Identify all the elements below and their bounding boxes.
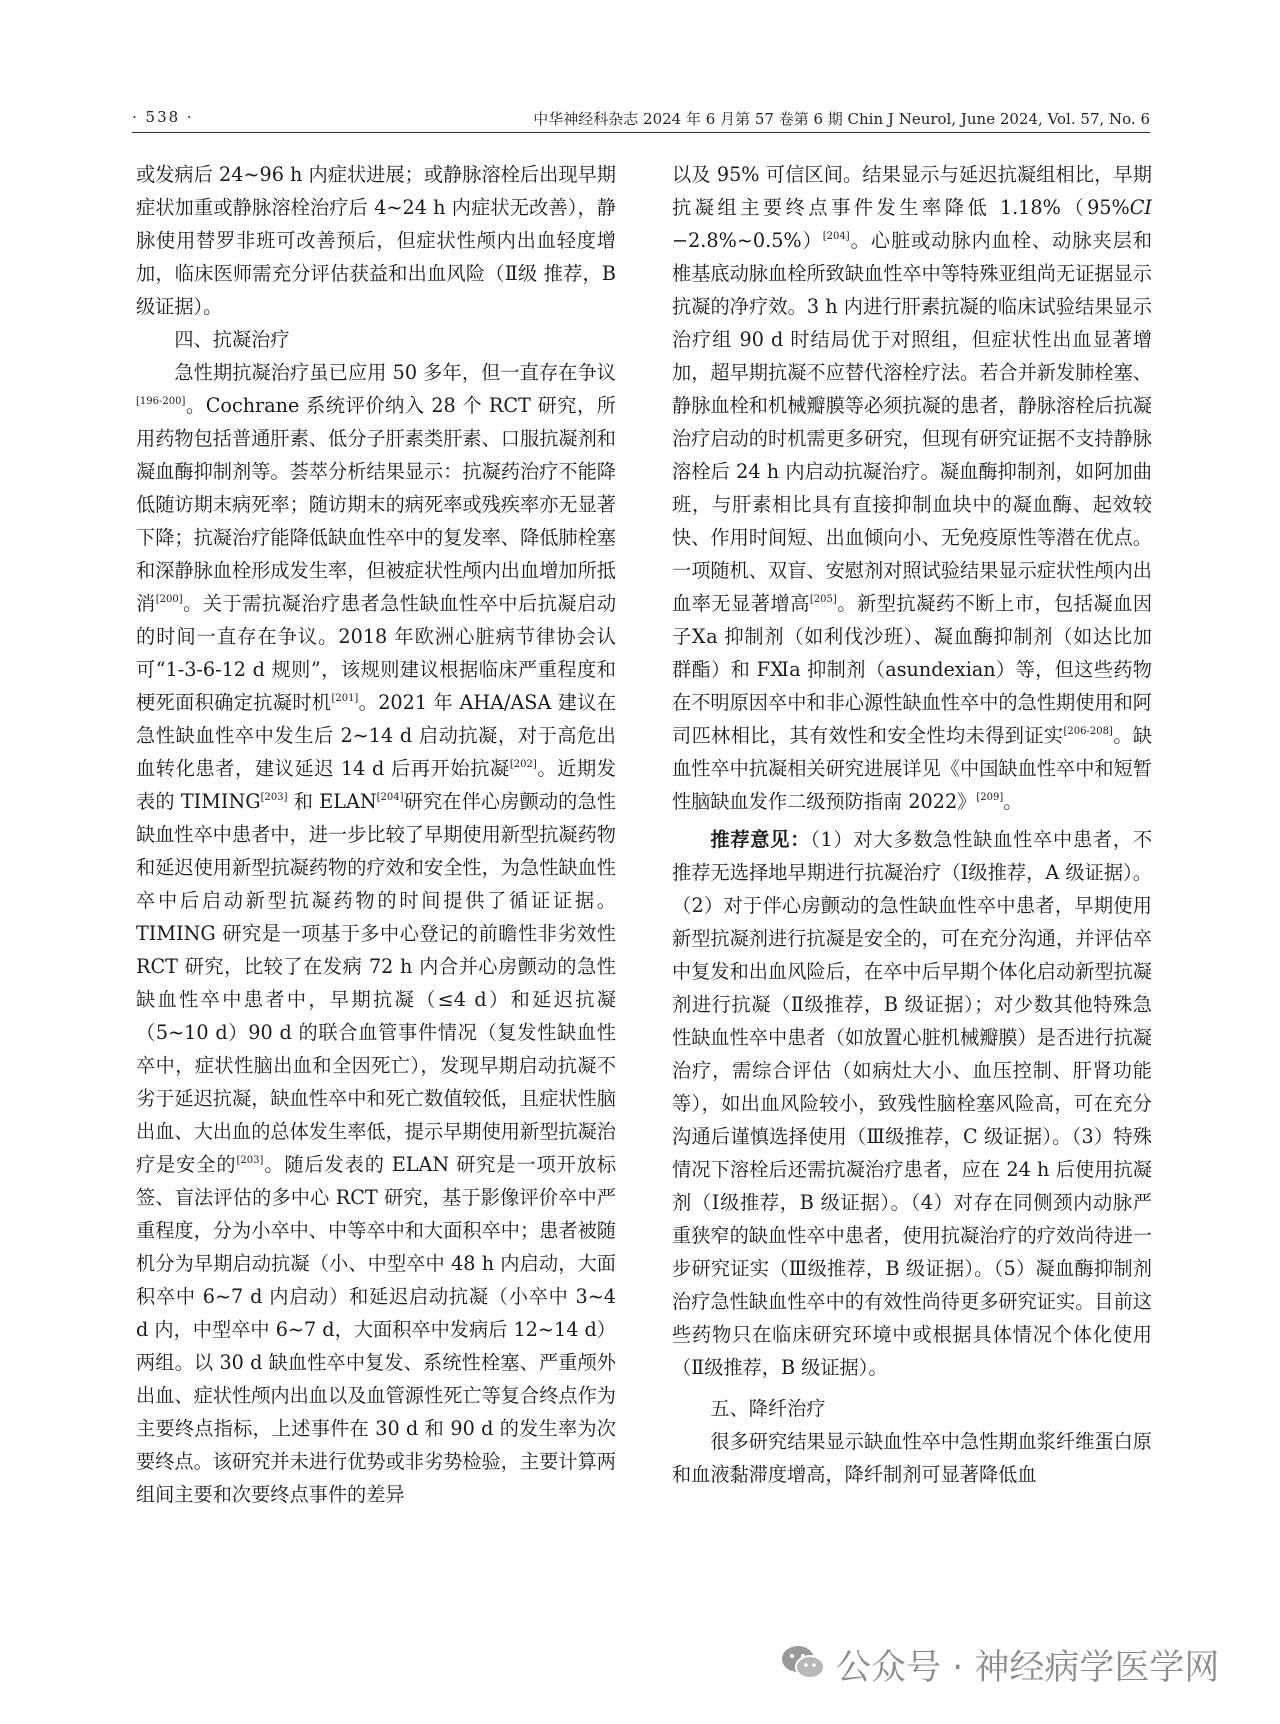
citation: [196-200]	[136, 396, 186, 407]
citation: [203]	[260, 792, 288, 803]
paragraph: 以及 95% 可信区间。结果显示与延迟抗凝组相比，早期抗凝组主要终点事件发生率降低 1.18%（95%CI −2.8%~0.5%）[204]。心脏或动脉内血栓、动脉夹层和椎基底动脉血栓所致缺血性卒中等特殊亚组尚无证据显示抗凝的净疗效。3 h 内进行肝素抗凝的临床试验结果显示治疗组 90 d 时结局优于对照组，但症状性出血显著增加，超早期抗凝不应替代溶栓疗法。若合并新发肺栓塞、静脉血栓和机械瓣膜等必须抗凝的患者，静脉溶栓后抗凝治疗启动的时机需更多研究，但现有研究证据不支持静脉溶栓后 24 h 内启动抗凝治疗。凝血酶抑制剂，如阿加曲班，与肝素相比具有直接抑制血块中的凝血酶、起效较快、作用时间短、出血倾向小、无免疫原性等潜在优点。一项随机、双盲、安慰剂对照试验结果显示症状性颅内出血率无显著增高[205]。新型抗凝药不断上市，包括凝血因子Ⅹa 抑制剂（如利伐沙班）、凝血酶抑制剂（如达比加群酯）和 FⅪa 抑制剂（asundexian）等，但这些药物在不明原因卒中和非心源性缺血性卒中的急性期使用和阿司匹林相比，其有效性和安全性均未得到证实[206-208]。缺血性卒中抗凝相关研究进展详见《中国缺血性卒中和短暂性脑缺血发作二级预防指南 2022》[209]。	[672, 163, 1153, 813]
citation: [203]	[236, 1155, 264, 1166]
paragraph: 或发病后 24~96 h 内症状进展；或静脉溶栓后出现早期症状加重或静脉溶栓治疗后 4~24 h 内症状无改善），静脉使用替罗非班可改善预后，但症状性颅内出血轻度增加，临床医师需充分评估获益和出血风险（Ⅱ级 推荐，B 级证据）。	[136, 163, 616, 318]
watermark-text: 公众号 · 神经病学医学网	[836, 1648, 1220, 1688]
citation: [202]	[509, 759, 537, 770]
section-heading-anticoagulation: 四、抗凝治疗	[174, 328, 290, 351]
page-number: · 538 ·	[132, 108, 194, 126]
journal-citation: 中华神经科杂志 2024 年 6 月第 57 卷第 6 期 Chin J Neurol, June 2024, Vol. 57, No. 6	[533, 110, 1150, 128]
citation: [204]	[822, 231, 850, 242]
citation: [201]	[331, 693, 359, 704]
header-rule	[132, 132, 1150, 133]
paragraph: 很多研究结果显示缺血性卒中急性期血浆纤维蛋白原和血液黏滞度增高，降纤制剂可显著降低血	[672, 1430, 1152, 1486]
left-column	[136, 158, 616, 1511]
recommendation-paragraph: 推荐意见：（1）对大多数急性缺血性卒中患者，不推荐无选择地早期进行抗凝治疗（Ⅰ级推荐，A 级证据）。（2）对于伴心房颤动的急性缺血性卒中患者，早期使用新型抗凝剂进行抗凝是安全的，可在充分沟通，并评估卒中复发和出血风险后，在卒中后早期个体化启动新型抗凝剂进行抗凝（Ⅱ级推荐，B 级证据）；对少数其他特殊急性缺血性卒中患者（如放置心脏机械瓣膜）是否进行抗凝治疗，需综合评估（如病灶大小、血压控制、肝肾功能等），如出血风险较小，致残性脑栓塞风险高，可在充分沟通后谨慎选择使用（Ⅲ级推荐，C 级证据）。（3）特殊情况下溶栓后还需抗凝治疗患者，应在 24 h 后使用抗凝剂（Ⅰ级推荐，B 级证据）。（4）对存在同侧颈内动脉严重狭窄的缺血性卒中患者，使用抗凝治疗的疗效尚待进一步研究证实（Ⅲ级推荐，B 级证据）。（5）凝血酶抑制剂治疗急性缺血性卒中的有效性尚待更多研究证实。目前这些药物只在临床研究环境中或根据具体情况个体化使用（Ⅱ级推荐，B 级证据）。	[672, 828, 1153, 1379]
citation: [200]	[155, 594, 183, 605]
citation: [205]	[809, 594, 837, 605]
section-heading-defibrination: 五、降纤治疗	[710, 1397, 826, 1420]
citation: [209]	[976, 792, 1004, 803]
citation: [206-208]	[1063, 726, 1113, 737]
citation: [204]	[376, 792, 404, 803]
recommendation-label: 推荐意见：	[710, 828, 811, 851]
wechat-watermark	[780, 1638, 1260, 1688]
right-column	[672, 158, 1152, 1491]
paragraph: 急性期抗凝治疗虽已应用 50 多年，但一直存在争议[196-200]。Cochrane 系统评价纳入 28 个 RCT 研究，所用药物包括普通肝素、低分子肝素类肝素、口服抗凝剂和凝血酶抑制剂等。荟萃分析结果显示：抗凝药治疗不能降低随访期末病死率；随访期末的病死率或残疾率亦无显著下降；抗凝治疗能降低缺血性卒中的复发率、降低肺栓塞和深静脉血栓形成发生率，但被症状性颅内出血增加所抵消[200]。关于需抗凝治疗患者急性缺血性卒中后抗凝启动的时间一直存在争议。2018 年欧洲心脏病节律协会认可“1-3-6-12 d 规则”，该规则建议根据临床严重程度和梗死面积确定抗凝时机[201]。2021 年 AHA/ASA 建议在急性缺血性卒中发生后 2~14 d 启动抗凝，对于高危出血转化患者，建议延迟 14 d 后再开始抗凝[202]。近期发表的 TIMING[203] 和 ELAN[204]研究在伴心房颤动的急性缺血性卒中患者中，进一步比较了早期使用新型抗凝药物和延迟使用新型抗凝药物的疗效和安全性，为急性缺血性卒中后启动新型抗凝药物的时间提供了循证证据。TIMING 研究是一项基于多中心登记的前瞻性非劣效性 RCT 研究，比较了在发病 72 h 内合并心房颤动的急性缺血性卒中患者中，早期抗凝（≤4 d）和延迟抗凝（5~10 d）90 d 的联合血管事件情况（复发性缺血性卒中，症状性脑出血和全因死亡），发现早期启动抗凝不劣于延迟抗凝，缺血性卒中和死亡数值较低，且症状性脑出血、大出血的总体发生率低，提示早期使用新型抗凝治疗是安全的[203]。随后发表的 ELAN 研究是一项开放标签、盲法评估的多中心 RCT 研究，基于影像评价卒中严重程度，分为小卒中、中等卒中和大面积卒中；患者被随机分为早期启动抗凝（小、中型卒中 48 h 内启动，大面积卒中 6~7 d 内启动）和延迟启动抗凝（小卒中 3~4 d 内，中型卒中 6~7 d，大面积卒中发病后 12~14 d）两组。以 30 d 缺血性卒中复发、系统性栓塞、严重颅外出血、症状性颅内出血以及血管源性死亡等复合终点作为主要终点指标，上述事件在 30 d 和 90 d 的发生率为次要终点。该研究并未进行优势或非劣势检验，主要计算两组间主要和次要终点事件的差异	[136, 361, 617, 1506]
wechat-icon	[780, 1644, 826, 1682]
running-header	[120, 104, 1150, 134]
